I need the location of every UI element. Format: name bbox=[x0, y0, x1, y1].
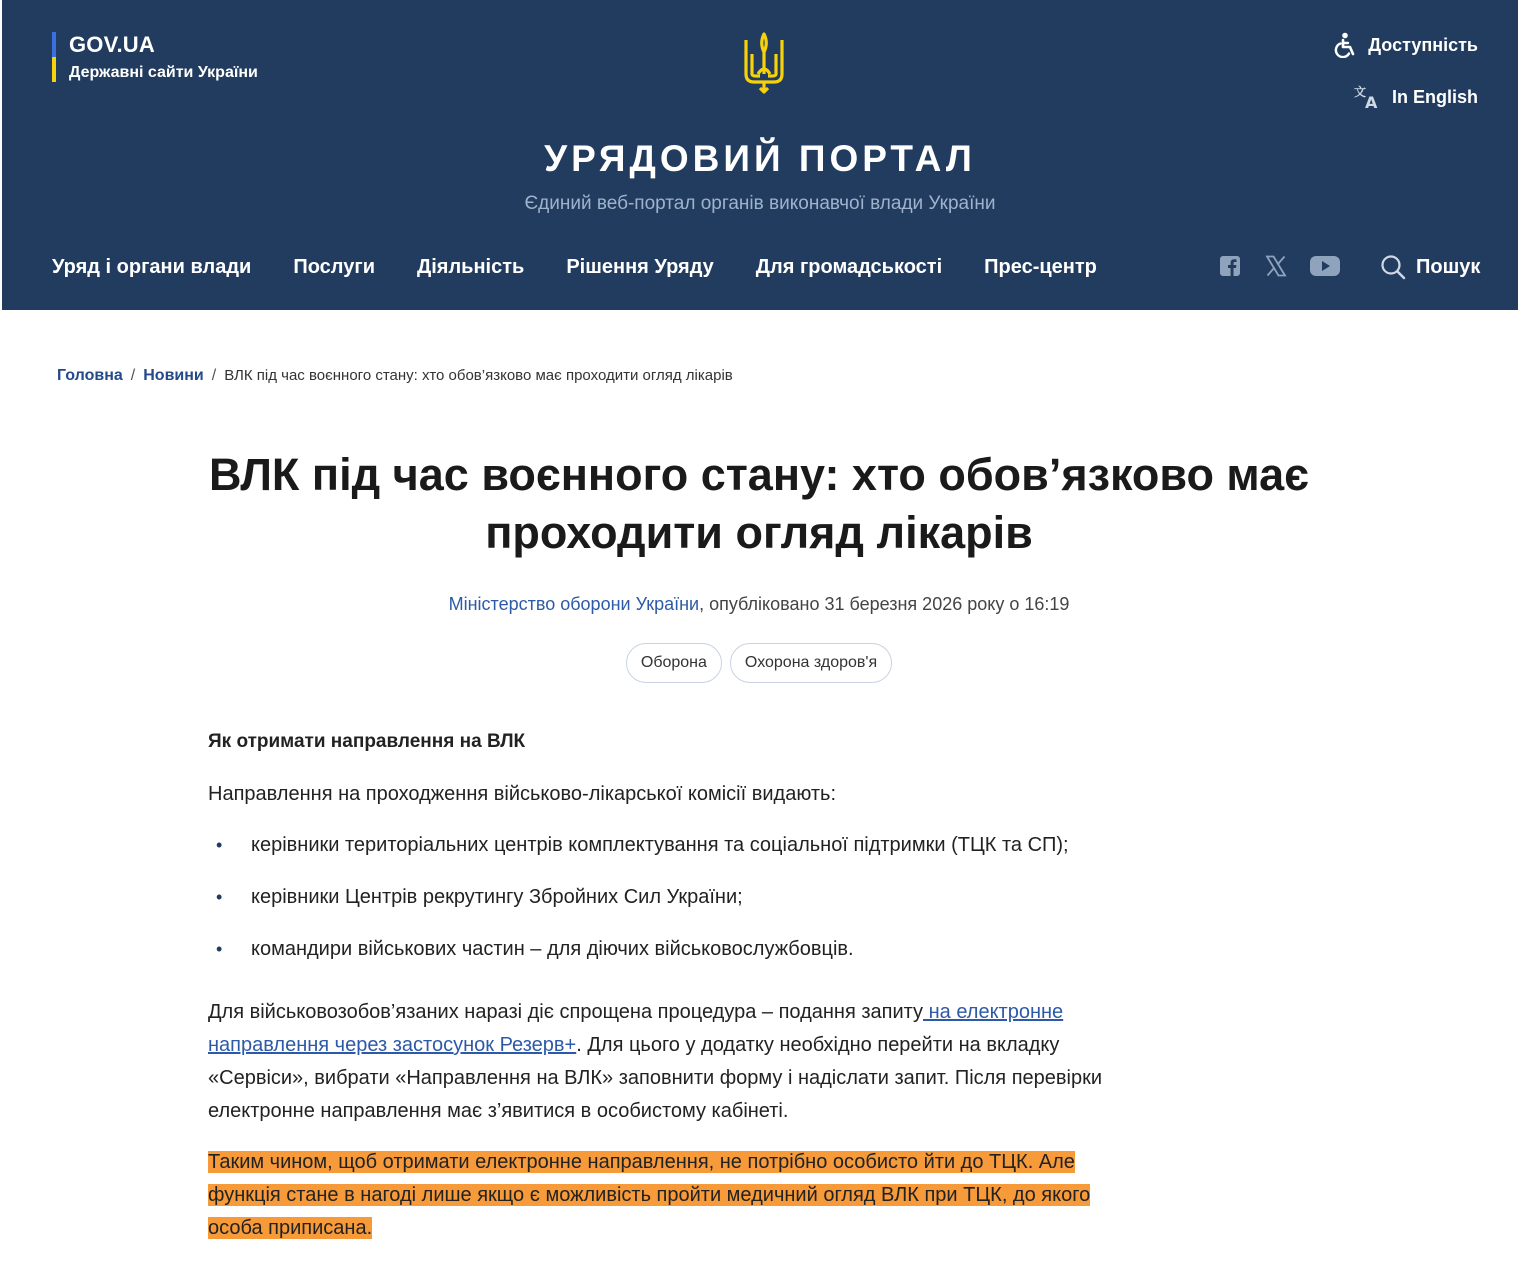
search-button[interactable] bbox=[1380, 250, 1480, 284]
social-links bbox=[1218, 254, 1340, 278]
govua-logo[interactable] bbox=[52, 30, 258, 82]
portal-subtitle: Єдиний веб-портал органів виконавчої влади України bbox=[524, 193, 996, 214]
breadcrumb-news[interactable]: Новини bbox=[143, 367, 204, 384]
trident-icon[interactable] bbox=[742, 30, 786, 96]
bullet-icon: • bbox=[216, 939, 223, 959]
accessibility-link[interactable] bbox=[1334, 32, 1478, 58]
procedure-text-end: . Для цього у додатку необхідно перейти на вкладку «Сервіси», вибрати «Направлення на ВЛК» заповнити форму і надіслати запит. Після перевірки електронне направлення має з’явитися в особистому кабінеті. bbox=[208, 1034, 1103, 1122]
breadcrumb-separator: / bbox=[130, 367, 136, 384]
highlighted-text: Таким чином, щоб отримати електронне направлення, не потрібно особисто йти до ТЦК. Але функція стане в нагоді лише якщо є можливість пройти медичний огляд ВЛК при ТЦК, до якого особа приписана. bbox=[208, 1151, 1091, 1239]
translate-icon bbox=[1354, 84, 1382, 110]
article-title: ВЛК під час воєнного стану: хто обов’язково має проходити огляд лікарів bbox=[208, 449, 1310, 558]
nav-item-government[interactable]: Уряд і органи влади bbox=[52, 256, 252, 278]
article-meta bbox=[0, 590, 1518, 618]
flag-stripe bbox=[52, 32, 56, 82]
bullet-icon: • bbox=[216, 887, 223, 907]
breadcrumb-separator: / bbox=[211, 367, 217, 384]
issuers-list bbox=[208, 829, 1118, 966]
govua-title[interactable]: GOV.UA bbox=[69, 32, 155, 57]
intro-paragraph: Направлення на проходження військово-лікарської комісії видають: bbox=[208, 783, 837, 805]
search-label: Пошук bbox=[1416, 256, 1481, 278]
reserve-plus-link[interactable]: на електронне направлення через застосунок Резерв+ bbox=[208, 1001, 1064, 1056]
list-item-text: керівники територіальних центрів комплектування та соціальної підтримки (ТЦК та СП); bbox=[251, 834, 1069, 856]
list-item bbox=[208, 881, 1118, 914]
highlighted-paragraph bbox=[208, 1146, 1118, 1245]
nav-item-public[interactable]: Для громадськості bbox=[755, 256, 943, 278]
accessibility-label: Доступність bbox=[1368, 34, 1478, 55]
accessibility-icon bbox=[1334, 32, 1358, 58]
tag-healthcare[interactable]: Охорона здоров'я bbox=[730, 643, 892, 683]
breadcrumb bbox=[57, 364, 733, 388]
list-item-text: керівники Центрів рекрутингу Збройних Сил України; bbox=[251, 886, 743, 908]
list-item-text: командири військових частин – для діючих військовослужбовців. bbox=[251, 938, 854, 960]
language-switch[interactable] bbox=[1354, 84, 1478, 110]
article-body bbox=[208, 728, 1118, 1245]
breadcrumb-current: ВЛК під час воєнного стану: хто обов’язково має проходити огляд лікарів bbox=[224, 367, 733, 384]
x-icon[interactable] bbox=[1264, 254, 1288, 278]
portal-title[interactable]: УРЯДОВИЙ ПОРТАЛ bbox=[544, 138, 976, 179]
article-tags bbox=[0, 643, 1518, 683]
tag-defense[interactable]: Оборона bbox=[626, 643, 722, 683]
procedure-paragraph bbox=[208, 996, 1118, 1128]
svg-text:A: A bbox=[1364, 93, 1378, 110]
list-item bbox=[208, 829, 1118, 862]
youtube-icon[interactable] bbox=[1310, 254, 1340, 278]
nav-item-activity[interactable]: Діяльність bbox=[416, 256, 525, 278]
nav-item-decisions[interactable]: Рішення Уряду bbox=[566, 256, 714, 278]
nav-item-services[interactable]: Послуги bbox=[293, 256, 375, 278]
article-published: , опубліковано 31 березня 2026 року о 16:19 bbox=[699, 594, 1070, 614]
article-source-link[interactable]: Міністерство оборони України bbox=[448, 594, 700, 614]
search-icon bbox=[1380, 254, 1406, 280]
facebook-icon[interactable] bbox=[1218, 254, 1242, 278]
site-header bbox=[2, 0, 1518, 310]
breadcrumb-home[interactable]: Головна bbox=[57, 367, 123, 384]
language-label: In English bbox=[1391, 86, 1478, 107]
list-item bbox=[208, 933, 1118, 966]
nav-item-press[interactable]: Прес-центр bbox=[984, 256, 1097, 278]
govua-subtitle: Державні сайти України bbox=[69, 64, 258, 81]
procedure-text-start: Для військовозобов’язаних наразі діє спрощена процедура – подання запиту bbox=[208, 1001, 924, 1023]
section-heading: Як отримати направлення на ВЛК bbox=[208, 731, 526, 752]
bullet-icon: • bbox=[216, 835, 223, 855]
main-nav bbox=[52, 250, 1139, 284]
svg-text:文: 文 bbox=[1353, 85, 1366, 99]
